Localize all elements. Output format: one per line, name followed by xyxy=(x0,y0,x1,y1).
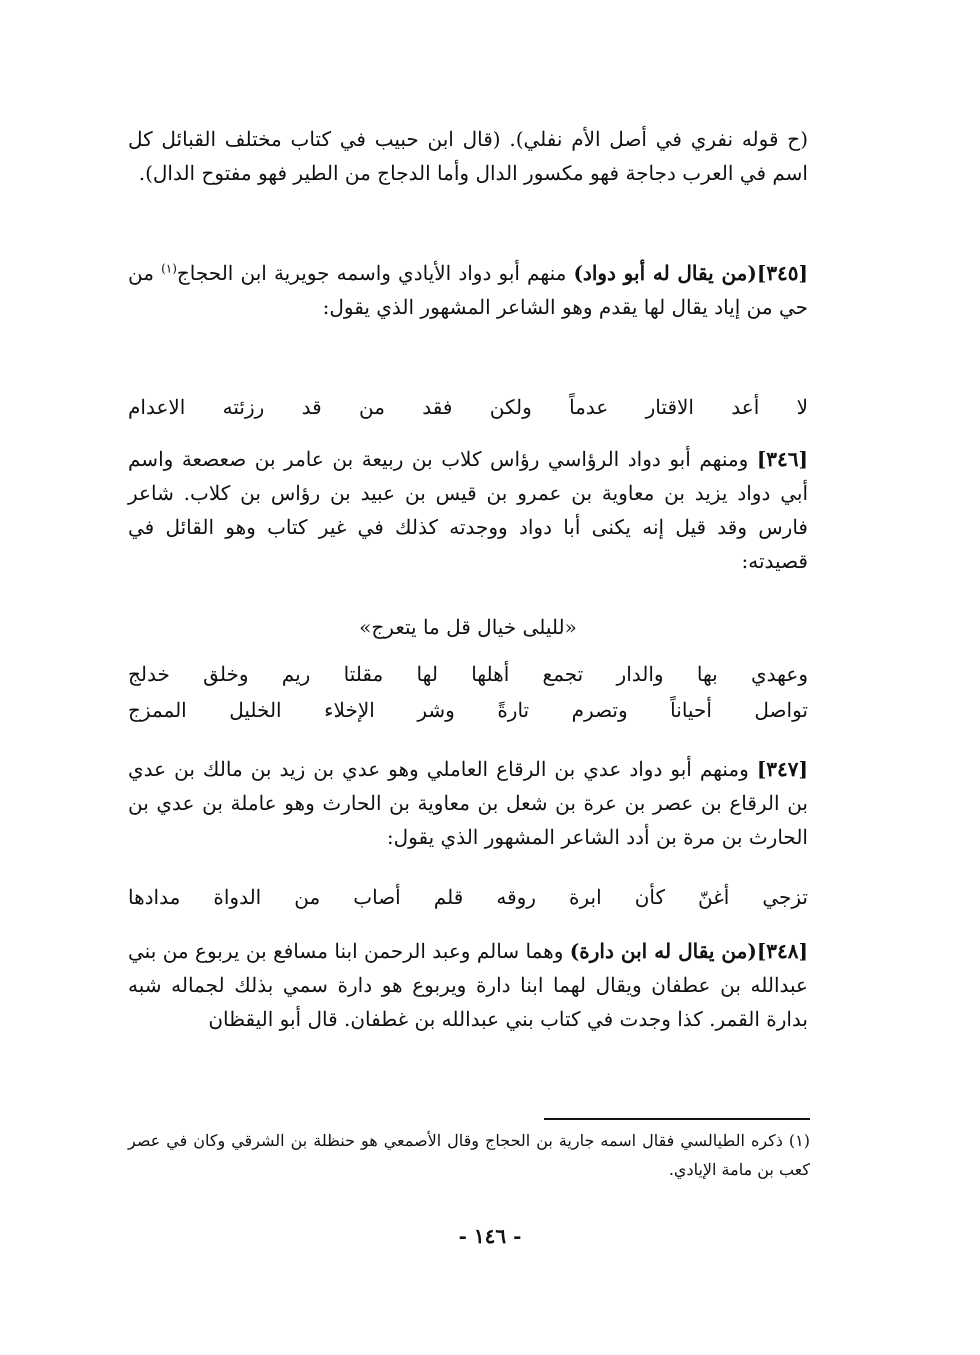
entry-number: [٣٤٥] xyxy=(756,261,809,285)
paragraph-intro: (ح قوله نفري في أصل الأم نفلي). (قال ابن حبيب في كتاب مختلف القبائل كل اسم في العرب دجاجة فهو مكسور الدال وأما الدجاج من الطير فهو مفتوح الدال). xyxy=(128,127,808,185)
entry-number: [٣٤٧] xyxy=(756,757,808,781)
verse-line: وعهدي بها والدار تجمع أهلها لها مقلتا ريم وخلق خدلج xyxy=(128,662,808,686)
entry-heading: (من يقال له ابن دارة) xyxy=(569,939,757,963)
entry-text: من حي من إياد يقال لها يقدم وهو الشاعر المشهور الذي يقول: xyxy=(128,261,808,319)
paragraph-347 xyxy=(128,752,808,854)
paragraph-345 xyxy=(128,256,808,324)
paragraph-348 xyxy=(128,934,808,1036)
entry-text: ومنهم أبو دواد عدي بن الرقاع العاملي وهو عدي بن زيد بن مالك بن عدي بن الرقاع بن عصر بن عرة بن شعل بن معاوية بن الحارث وهو عاملة بن عدي بن الحارث بن مرة بن أدد الشاعر المشهور الذي يقول: xyxy=(128,757,808,849)
entry-heading: (من يقال له أبو دواد) xyxy=(573,261,757,285)
verse-line: تواصل أحياناً وتصرم تارةً وشر الإخلاء الخليل الممزج xyxy=(128,698,808,722)
footnote-reference: (١) xyxy=(161,261,177,276)
page-number: - ١٤٦ - xyxy=(458,1224,522,1248)
entry-number: [٣٤٦] xyxy=(756,447,808,471)
entry-text: ومنهم أبو دواد الرؤاسي رؤاس كلاب بن ربيعة بن عامر بن صعصعة واسم أبي دواد يزيد بن معاوية بن عمرو بن قيس بن عبيد بن رؤاس بن كلاب. شاعر فارس وقد قيل إنه يكنى أبا دواد ووجدته كذلك في غير كتاب وهو القائل في قصيدته: xyxy=(128,447,808,573)
poem-title: «لليلى خيال قل ما يتعرج» xyxy=(359,615,577,639)
verse-line: لا أعد الاقتار عدماً ولكن فقد من قد رزئته الاعدام xyxy=(128,395,808,419)
verse-line: تزجي أغنّ كأن ابرة روقه قلم أصاب من الدواة مدادها xyxy=(128,885,808,909)
paragraph-346 xyxy=(128,442,808,578)
entry-text: وهما سالم وعبد الرحمن ابنا مسافع بن يربوع من بني عبدالله بن عطفان ويقال لهما ابنا دارة ويربوع هو دارة سمي بذلك لجماله شبه بدارة القمر. كذا وجدت في كتاب بني عبدالله بن غطفان. قال أبو اليقظان xyxy=(128,939,808,1031)
footnote-divider xyxy=(544,1118,810,1120)
footnote: (١) ذكره الطيالسي فقال اسمه جارية بن الحجاج وقال الأصمعي هو حنظلة بن الشرقي وكان في عصر كعب بن مامة الإيادي. xyxy=(128,1131,810,1179)
entry-text: منهم أبو دواد الأيادي واسمه جويرية ابن الحجاج xyxy=(176,261,574,285)
entry-number: [٣٤٨] xyxy=(756,939,808,963)
